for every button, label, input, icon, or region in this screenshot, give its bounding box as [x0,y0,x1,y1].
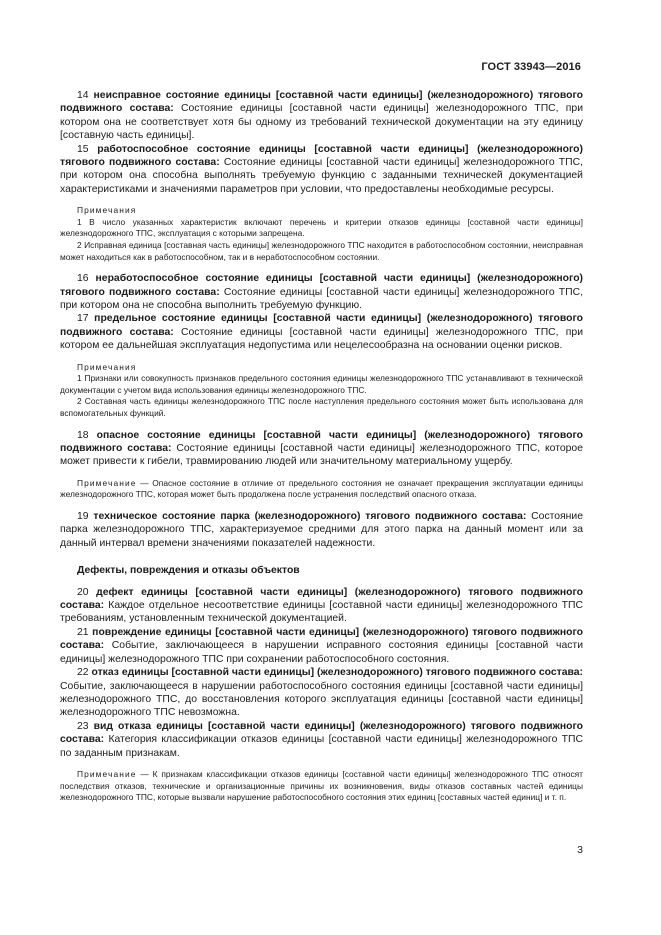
term: работоспособное состояние единицы [составной части единицы] (железнодорожного) тягового подвижного состава: [60,143,583,169]
entry-17: 17 предельное состояние единицы [составной части единицы] (железнодорожного) тягового подвижного состава: Состояние единицы [составной части единицы] железнодорожного ТПС, при котором ее дальнейшая эксплуатация недопустима или нецелесообразна на основании оценки рисков. [60,313,584,352]
definition: Состояние единицы [составной части единицы] железнодорожного ТПС, при котором она не способна выполнить требуемую функцию. [60,286,583,312]
term: неработоспособное состояние единицы [составной части единицы] (железнодорожного) тягового подвижного состава: [60,273,584,298]
definition: Состояние парка железнодорожного ТПС, характеризуемое средними для этого парка на данный момент или за данный интервал времени значениями показателей надежности. [60,511,584,549]
term: опасное состояние единицы [составной части единицы] (железнодорожного) тягового подвижного состава: [60,429,583,455]
note-23: Примечание — К признакам классификации отказов единицы [составной части единицы] железнодорожного ТПС относят последствия отказов, технические и организационные причины их возникновения, виды отказов составных частей единицы железнодорожного ТПС, которые вызвали нарушение работоспособного состояния этих единиц [составных частей единиц] и т. п. [60,768,583,803]
note-label: Примечание [77,477,137,488]
note: 1 В число указанных характеристик включают перечень и критерии отказов единицы [составной части единицы] железнодорожного ТПС, эксплуатация с которыми запрещена. [60,216,583,239]
term: предельное состояние единицы [составной части единицы] (железнодорожного) тягового подвижного состава: [60,313,583,338]
entry-15: 15 работоспособное состояние единицы [составной части единицы] (железнодорожного) тягового подвижного состава: Состояние единицы [составной части единицы] железнодорожного ТПС, при котором она способна выполнять требуемую функцию с заданными техническей документацией характеристиками и значениями параметров при условии, что предоставлены необходимые ресурсы. [60,143,583,195]
entry-20: 20 дефект единицы [составной части единицы] (железнодорожного) тягового подвижного состава: Каждое отдельное несоответствие единицы [составной части единицы] железнодорожного ТПС требованиям, установленным технической документацией. [60,586,583,625]
page-number: 3 [577,844,583,856]
definition: Событие, заключающееся в нарушении исправного состояния единицы [составной части единицы] железнодорожного ТПС при сохранении работоспособного состояния. [60,640,583,665]
definition: Каждое отдельное несоответствие единицы [составной части единицы] железнодорожного ТПС требованиям, установленным технической документацией. [60,600,583,625]
entry-16: 16 неработоспособное состояние единицы [составной части единицы] (железнодорожного) тягового подвижного состава: Состояние единицы [составной части единицы] железнодорожного ТПС, при котором она не способна выполнить требуемую функцию. [60,273,584,312]
notes-title: Примечания [77,361,137,372]
document-body [60,89,583,804]
definition: Событие, заключающееся в нарушении работоспособного состояния единицы [составной части единицы] железнодорожного ТПС, до восстановления которого эксплуатация единицы [составной части единицы] железнодорожного ТПС невозможна. [60,680,583,719]
term: отказ единицы [составной части единицы] (железнодорожного) тягового подвижного состава: [91,667,583,679]
note-label: Примечание [77,768,137,779]
notes-title: Примечания [77,205,137,216]
term: вид отказа единицы [составной части единицы] (железнодорожного) тягового подвижного состава: [60,720,583,746]
term: техническое состояние парка (железнодорожного) тягового подвижного состава: [93,511,527,523]
term: повреждение единицы [составной части единицы] (железнодорожного) тягового подвижного состава: [60,626,584,652]
note-text: Опасное состояние в отличие от предельного состояния не означает прекращения эксплуатации единицы железнодорожного ТПС, которая может быть продолжена после устранения последствий опасного отказа. [60,477,584,500]
entry-18: 18 опасное состояние единицы [составной части единицы] (железнодорожного) тягового подвижного состава: Состояние единицы [составной части единицы] железнодорожного ТПС, которое может привести к гибели, травмированию людей или значительному материальному ущербу. [60,429,583,468]
entry-19: 19 техническое состояние парка (железнодорожного) тягового подвижного состава: Состояние парка железнодорожного ТПС, характеризуемое средними для этого парка на данный момент или за данный интервал времени значениями показателей надежности. [60,511,584,549]
entry-22: 22 отказ единицы [составной части единицы] (железнодорожного) тягового подвижного состава: Событие, заключающееся в нарушении работоспособного состояния единицы [составной части единицы] железнодорожного ТПС, до восстановления которого эксплуатация единицы [составной части единицы] железнодорожного ТПС невозможна. [60,667,583,719]
definition: Состояние единицы [составной части единицы] железнодорожного ТПС, при котором она способна выполнять требуемую функцию с заданными техническей документацией характеристиками и значениями параметров при условии, что предоставлены необходимые ресурсы. [60,157,583,195]
term: дефект единицы [составной части единицы] (железнодорожного) тягового подвижного состава: [60,586,583,612]
note: 2 Составная часть единицы железнодорожного ТПС после наступления предельного состояния может быть использована для вспомогательных функций. [60,396,583,419]
note-text: К признакам классификации отказов единицы [составной части единицы] железнодорожного ТПС относят последствия отказов, технические и организационные причины их возникновения, виды отказов составных частей единицы железнодорожного ТПС, которые вызвали нарушение работоспособного состояния этих единиц [составных частей единиц] и т. п. [60,768,583,803]
definition: Состояние единицы [составной части единицы] железнодорожного ТПС, при котором ее дальнейшая эксплуатация недопустима или нецелесообразна на основании оценки рисков. [60,326,584,352]
term: неисправное состояние единицы [составной части единицы] (железнодорожного) тягового подвижного состава: [60,90,584,115]
entry-14: 14 неисправное состояние единицы [составной части единицы] (железнодорожного) тягового подвижного состава: Состояние единицы [составной части единицы] железнодорожного ТПС, при котором она не соответствует хотя бы одному из требований технической документации на эту единицу [составную часть единицы]. [60,90,584,142]
entry-23: 23 вид отказа единицы [составной части единицы] (железнодорожного) тягового подвижного состава: Категория классификации отказов единицы [составной части единицы] железнодорожного ТПС по заданным признакам. [60,720,583,759]
entry-21: 21 повреждение единицы [составной части единицы] (железнодорожного) тягового подвижного состава: Событие, заключающееся в нарушении исправного состояния единицы [составной части единицы] железнодорожного ТПС при сохранении работоспособного состояния. [60,626,584,665]
document-header: ГОСТ 33943—2016 [481,61,581,73]
note: 1 Признаки или совокупность признаков предельного состояния единицы железнодорожного ТПС устанавливают в технической документации с учетом вида использования единицы железнодорожного ТПС. [60,373,583,395]
notes-block-15 [60,205,583,263]
section-title: Дефекты, повреждения и отказы объектов [77,565,300,577]
definition: Состояние единицы [составной части единицы] железнодорожного ТПС, при котором она не соответствует хотя бы одному из требований технической документации на эту единицу [составную часть единицы]. [60,103,584,142]
note: 2 Исправная единица [составная часть единицы] железнодорожного ТПС находится в работоспособном состоянии, неисправная может находиться как в работоспособном, так и в неработоспособном состоянии. [60,240,583,262]
definition: Категория классификации отказов единицы [составной части единицы] железнодорожного ТПС по заданным признакам. [60,734,583,759]
definition: Состояние единицы [составной части единицы] железнодорожного ТПС, которое может привести к гибели, травмированию людей или значительному материальному ущербу. [60,443,583,468]
note-18: Примечание — Опасное состояние в отличие от предельного состояния не означает прекращения эксплуатации единицы железнодорожного ТПС, которая может быть продолжена после устранения последствий опасного отказа. [60,477,584,500]
notes-block-17 [60,362,583,420]
